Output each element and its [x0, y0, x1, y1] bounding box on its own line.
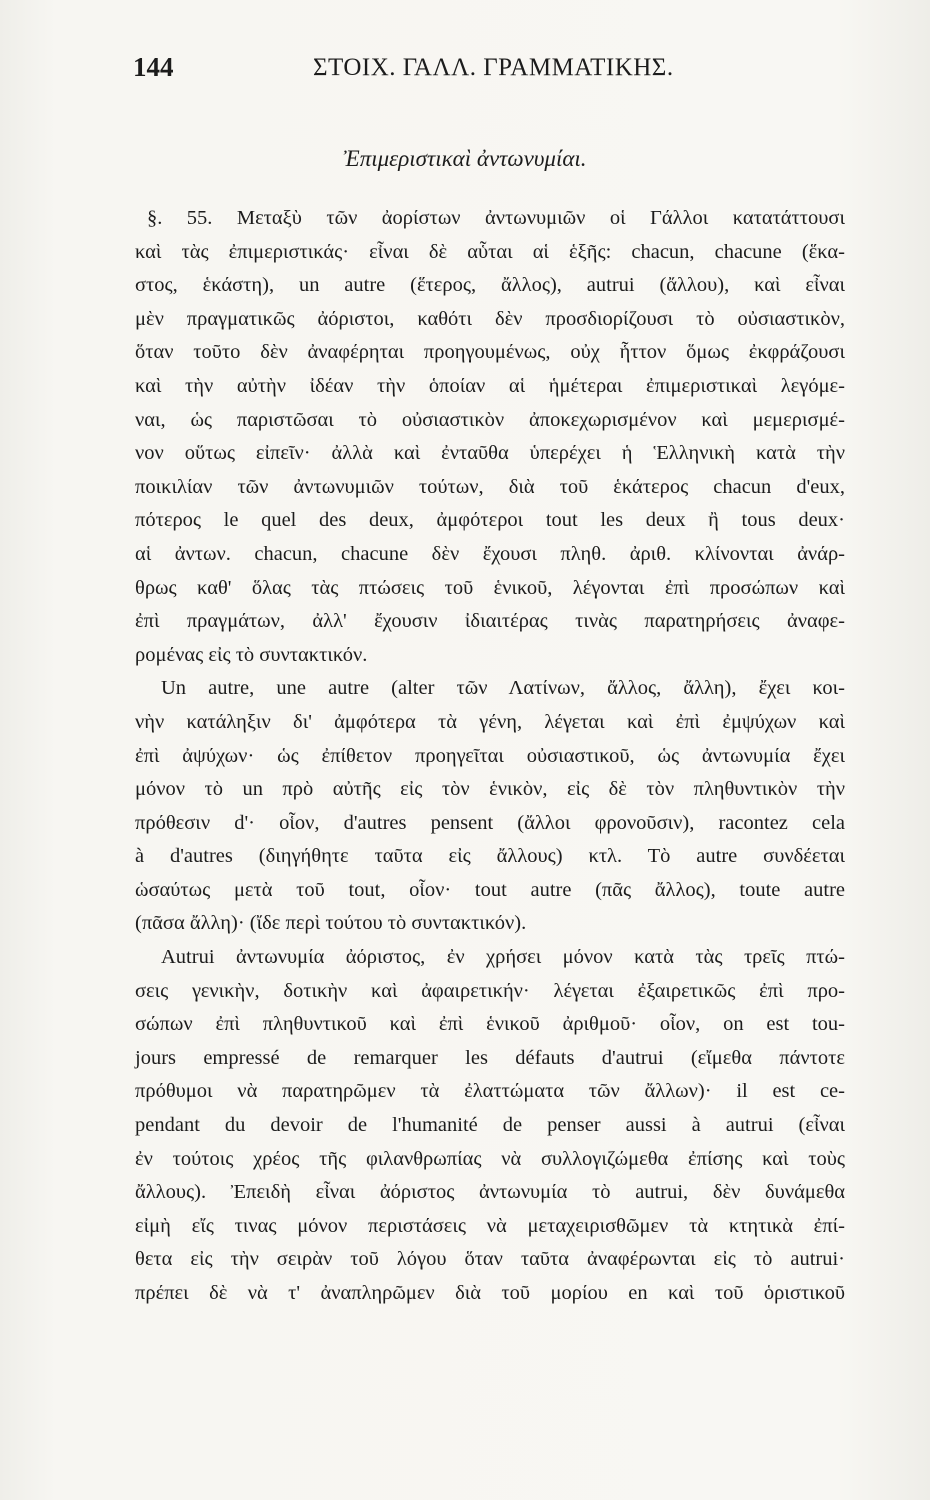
body-text: [135, 202, 845, 1311]
text-line: πρέπει δὲ νὰ τ' ἀναπληρῶμεν διὰ τοῦ μορίου en καὶ τοῦ ὁριστικοῦ: [135, 1282, 845, 1304]
text-line: πότερος le quel des deux, ἀμφότεροι tout les deux ἢ tous deux·: [135, 509, 845, 532]
text-line: καὶ τὴν αὐτὴν ἰδέαν τὴν ὁποίαν αἱ ἡμέτεραι ἐπιμεριστικαὶ λεγόμε-: [135, 374, 845, 397]
text-line: καὶ τὰς ἐπιμεριστικάς· εἶναι δὲ αὗται αἱ ἑξῆς: chacun, chacune (ἕκα-: [135, 240, 845, 263]
text-line: θρως καθ' ὅλας τὰς πτώσεις τοῦ ἑνικοῦ, λέγονται ἐπὶ προσώπων καὶ: [135, 576, 845, 599]
text-line: μόνον τὸ un πρὸ αὐτῆς εἰς τὸν ἑνικὸν, εἰς δὲ τὸν πληθυντικὸν τὴν: [135, 778, 845, 801]
text-line: ἐν τούτοις χρέος τῆς φιλανθρωπίας νὰ συλλογιζώμεθα ἐπίσης καὶ τοὺς: [135, 1147, 845, 1170]
text-line: Un autre, une autre (alter τῶν Λατίνων, ἄλλος, ἄλλη), ἔχει κοι-: [161, 677, 845, 700]
text-line: §. 55. Μεταξὺ τῶν ἀορίστων ἀντωνυμιῶν οἱ Γάλλοι κατατάττουσι: [147, 207, 845, 229]
page-header: [133, 52, 843, 92]
text-line: ποικιλίαν τῶν ἀντωνυμιῶν τούτων, διὰ τοῦ ἑκάτερος chacun d'eux,: [135, 475, 845, 498]
text-line: νὴν κατάληξιν δι' ἀμφότερα τὰ γένη, λέγεται καὶ ἐπὶ ἐμψύχων καὶ: [135, 710, 845, 733]
text-line: ἄλλους). Ἐπειδὴ εἶναι ἀόριστος ἀντωνυμία τὸ autrui, δὲν δυνάμεθα: [135, 1181, 845, 1204]
text-line: ἐπὶ πραγμάτων, ἀλλ' ἔχουσιν ἰδιαιτέρας τινὰς παρατηρήσεις ἀναφε-: [135, 610, 845, 633]
text-line: θετα εἰς τὴν σειρὰν τοῦ λόγου ὅταν ταῦτα ἀναφέρωνται εἰς τὸ autrui·: [135, 1248, 845, 1271]
text-line: jours empressé de remarquer les défauts d'autrui (εἴμεθα πάντοτε: [135, 1046, 845, 1069]
text-line: νον οὕτως εἰπεῖν· ἀλλὰ καὶ ἐνταῦθα ὑπερέχει ἡ Ἑλληνικὴ κατὰ τὴν: [135, 442, 845, 465]
text-line: (πᾶσα ἄλλη)· (ἴδε περὶ τούτου τὸ συντακτικόν).: [135, 912, 527, 935]
text-line: ρομένας εἰς τὸ συντακτικόν.: [135, 643, 368, 666]
text-line: ὡσαύτως μετὰ τοῦ tout, οἷον· tout autre (πᾶς ἄλλος), toute autre: [135, 878, 845, 901]
text-line: στος, ἑκάστη), un autre (ἕτερος, ἄλλος), autrui (ἄλλου), καὶ εἶναι: [135, 274, 845, 297]
text-line: Autrui ἀντωνυμία ἀόριστος, ἐν χρήσει μόνον κατὰ τὰς τρεῖς πτώ-: [161, 946, 845, 969]
text-line: εἰμὴ εἴς τινας μόνον περιστάσεις νὰ μεταχειρισθῶμεν τὰ κτητικὰ ἐπί-: [135, 1214, 845, 1237]
text-line: ἐπὶ ἀψύχων· ὡς ἐπίθετον προηγεῖται οὐσιαστικοῦ, ὡς ἀντωνυμία ἔχει: [135, 744, 845, 767]
text-line: pendant du devoir de l'humanité de penser aussi à autrui (εἶναι: [135, 1114, 845, 1137]
text-line: ναι, ὡς παριστῶσαι τὸ οὐσιαστικὸν ἀποκεχωρισμένον καὶ μεμερισμέ-: [135, 408, 845, 431]
page-number: 144: [133, 52, 174, 82]
text-line: μὲν πραγματικῶς ἀόριστοι, καθότι δὲν προσδιορίζουσι τὸ οὐσιαστικὸν,: [135, 307, 845, 330]
text-line: σεις γενικὴν, δοτικὴν καὶ ἀφαιρετικήν· λέγεται ἐξαιρετικῶς ἐπὶ προ-: [135, 979, 845, 1002]
text-line: ὅταν τοῦτο δὲν ἀναφέρηται προηγουμένως, οὐχ ἧττον ὅμως ἐκφράζουσι: [135, 341, 845, 364]
text-line: πρόθυμοι νὰ παρατηρῶμεν τὰ ἐλαττώματα τῶν ἄλλων)· il est ce-: [135, 1080, 845, 1103]
text-line: πρόθεσιν d'· οἷον, d'autres pensent (ἄλλοι φρονοῦσιν), racontez cela: [135, 811, 845, 834]
text-line: à d'autres (διηγήθητε ταῦτα εἰς ἄλλους) κτλ. Τὸ autre συνδέεται: [135, 845, 845, 868]
running-title: ΣΤΟΙΧ. ΓΑΛΛ. ΓΡΑΜΜΑΤΙΚΗΣ.: [313, 54, 674, 81]
section-heading: Ἐπιμεριστικαὶ ἀντωνυμίαι.: [343, 146, 587, 171]
text-line: σώπων ἐπὶ πληθυντικοῦ καὶ ἐπὶ ἑνικοῦ ἀριθμοῦ· οἷον, on est tou-: [135, 1013, 845, 1036]
text-line: αἱ ἀντων. chacun, chacune δὲν ἔχουσι πληθ. ἀριθ. κλίνονται ἀνάρ-: [135, 542, 845, 565]
